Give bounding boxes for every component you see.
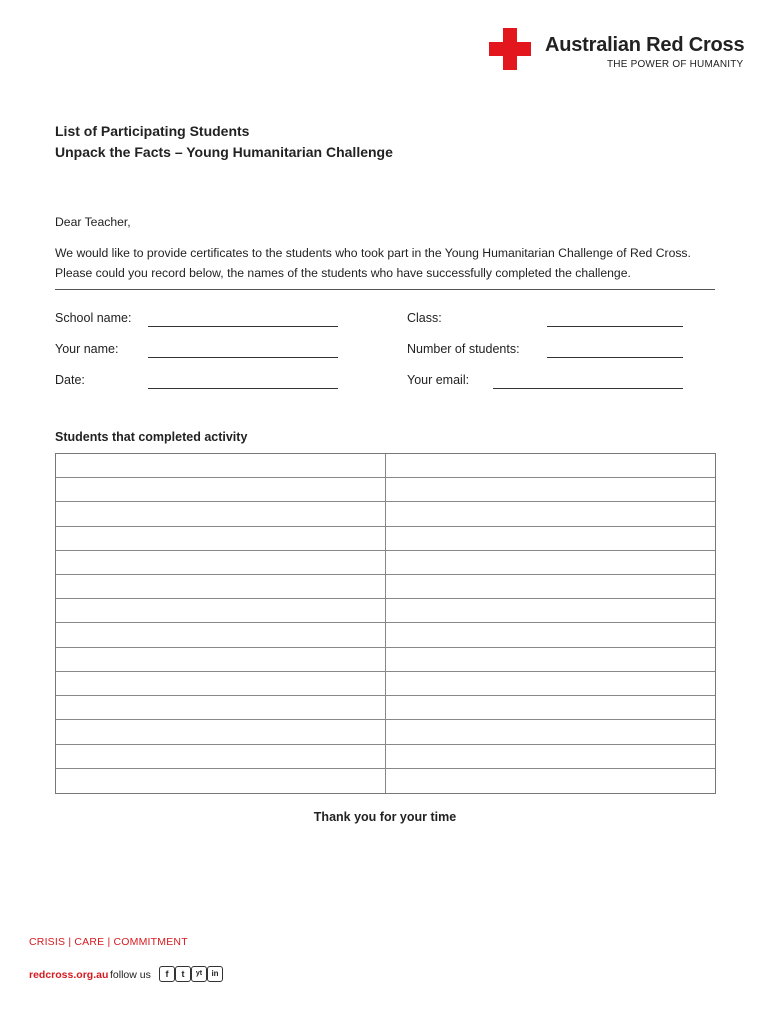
student-cell[interactable]: [56, 575, 386, 599]
student-cell[interactable]: [56, 599, 386, 623]
students-heading: Students that completed activity: [55, 430, 248, 444]
student-cell[interactable]: [386, 696, 715, 720]
student-cell[interactable]: [386, 648, 715, 672]
student-cell[interactable]: [386, 454, 715, 478]
student-cell[interactable]: [56, 720, 386, 744]
student-cell[interactable]: [56, 672, 386, 696]
greeting: Dear Teacher,: [55, 215, 131, 229]
your-email-field[interactable]: [493, 375, 683, 389]
footer-website-link[interactable]: redcross.org.au: [29, 969, 109, 981]
page-title: List of Participating Students: [55, 123, 250, 139]
student-cell[interactable]: [386, 478, 715, 502]
student-cell[interactable]: [56, 478, 386, 502]
your-name-label: Your name:: [55, 342, 119, 356]
footer-values: CRISIS | CARE | COMMITMENT: [29, 936, 188, 948]
class-label: Class:: [407, 311, 442, 325]
student-cell[interactable]: [386, 769, 715, 793]
linkedin-icon[interactable]: in: [207, 966, 223, 982]
youtube-icon[interactable]: yt: [191, 966, 207, 982]
student-cell[interactable]: [56, 454, 386, 478]
intro-paragraph: We would like to provide certificates to the students who took part in the Young Humanitarian Challenge of Red Cross. Please could you record below, the names of the students who have successfully completed the challenge.: [55, 246, 691, 280]
student-cell[interactable]: [56, 551, 386, 575]
student-cell[interactable]: [56, 769, 386, 793]
divider: [55, 289, 715, 290]
student-cell[interactable]: [56, 696, 386, 720]
student-cell[interactable]: [386, 502, 715, 526]
page-subtitle: Unpack the Facts – Young Humanitarian Challenge: [55, 144, 393, 160]
school-name-label: School name:: [55, 311, 132, 325]
your-name-field[interactable]: [148, 344, 338, 358]
number-of-students-field[interactable]: [547, 344, 683, 358]
your-email-label: Your email:: [407, 373, 470, 387]
student-cell[interactable]: [386, 575, 715, 599]
red-cross-icon: [487, 26, 533, 72]
class-field[interactable]: [547, 313, 683, 327]
date-field[interactable]: [148, 375, 338, 389]
student-cell[interactable]: [56, 623, 386, 647]
red-cross-logo: [487, 26, 747, 72]
student-cell[interactable]: [56, 648, 386, 672]
date-label: Date:: [55, 373, 85, 387]
student-cell[interactable]: [386, 551, 715, 575]
student-cell[interactable]: [56, 745, 386, 769]
student-cell[interactable]: [386, 720, 715, 744]
number-of-students-label: Number of students:: [407, 342, 520, 356]
student-cell[interactable]: [56, 502, 386, 526]
student-cell[interactable]: [386, 623, 715, 647]
twitter-icon[interactable]: t: [175, 966, 191, 982]
students-table: [55, 453, 716, 794]
facebook-icon[interactable]: f: [159, 966, 175, 982]
follow-us-label: follow us: [110, 969, 151, 981]
thank-you-text: Thank you for your time: [313, 810, 457, 824]
logo-name: Australian Red Cross: [545, 34, 745, 56]
student-cell[interactable]: [56, 527, 386, 551]
school-name-field[interactable]: [148, 313, 338, 327]
logo-tagline: THE POWER OF HUMANITY: [607, 59, 744, 70]
student-cell[interactable]: [386, 527, 715, 551]
student-cell[interactable]: [386, 599, 715, 623]
student-cell[interactable]: [386, 745, 715, 769]
student-cell[interactable]: [386, 672, 715, 696]
